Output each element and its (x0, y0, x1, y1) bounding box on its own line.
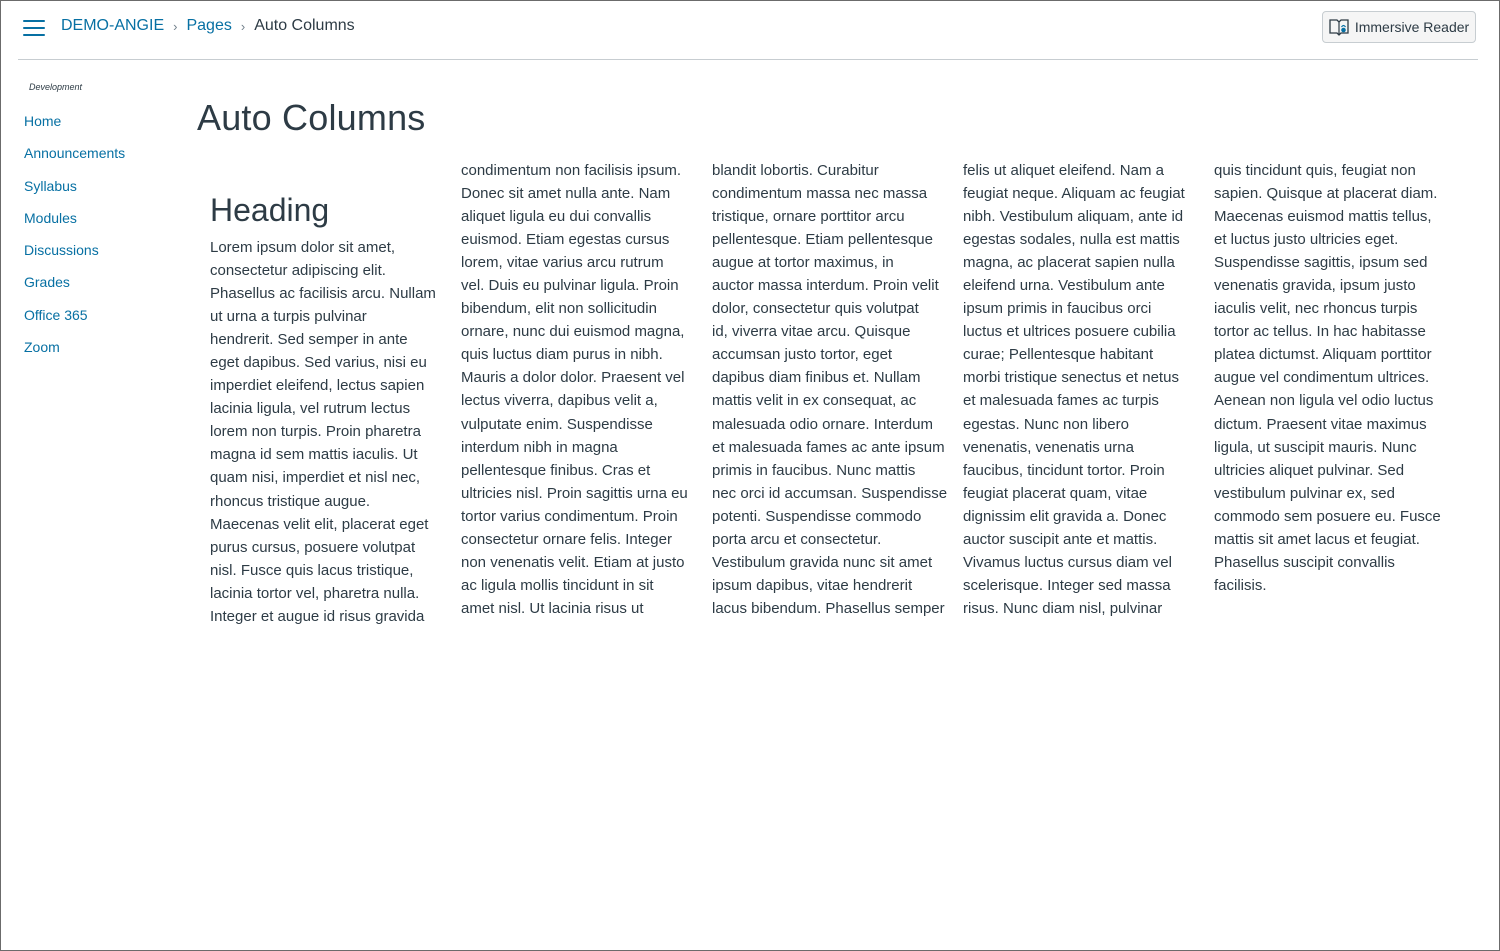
immersive-reader-icon (1329, 18, 1349, 36)
column-text-line: vestibulum pulvinar ex, sed (1214, 484, 1395, 502)
column-text-line: tortor varius condimentum. Proin (461, 507, 678, 525)
column-paragraph (963, 159, 1199, 620)
column-paragraph (1214, 159, 1450, 597)
column-text-line: Mauris a dolor dolor. Praesent vel (461, 369, 685, 387)
column-text-line: blandit lobortis. Curabitur (712, 162, 879, 179)
column-text-line: porta arcu et consectetur. (712, 530, 882, 548)
text-column-1 (210, 159, 446, 637)
immersive-reader-button[interactable] (1322, 11, 1476, 43)
column-paragraph (712, 159, 948, 620)
column-text-line: primis in faucibus. Nunc mattis (712, 461, 916, 479)
column-text-line: id, viverra vitae arcu. Quisque (712, 323, 911, 341)
column-text-line: curae; Pellentesque habitant (963, 346, 1154, 364)
column-text-line: bibendum, elit non sollicitudin (461, 300, 657, 318)
column-text-line: Phasellus suscipit convallis (1214, 553, 1395, 571)
column-text-line: magna, ac placerat sapien nulla (963, 254, 1175, 272)
column-text-line: potenti. Suspendisse commodo (712, 507, 922, 525)
column-text-line: imperdiet eleifend, lectus sapien (210, 377, 425, 395)
column-text-line: eleifend urna. Vestibulum ante (963, 277, 1165, 295)
breadcrumb-separator-icon: › (240, 18, 246, 34)
column-text-line: lacus bibendum. Phasellus semper (712, 599, 945, 617)
column-paragraph (461, 159, 697, 620)
sidebar-item-office-365[interactable]: Office 365 (24, 306, 88, 323)
breadcrumb-separator-icon: › (173, 18, 178, 34)
column-text-line: augue at tortor maximus, in (712, 254, 894, 272)
column-text-line: egestas sodales, nulla est mattis (963, 231, 1180, 249)
text-column-4 (963, 159, 1199, 637)
column-text-line: dapibus diam finibus et. Nullam (712, 369, 921, 387)
column-text-line: consectetur adipiscing elit. (210, 262, 386, 280)
column-text-line: purus cursus, posuere volutpat (210, 538, 416, 556)
column-text-line: feugiat placerat quam, vitae (963, 484, 1148, 502)
column-text-line: venenatis, venenatis urna (963, 438, 1134, 456)
column-text-line: commodo sem posuere eu. Fusce (1214, 507, 1441, 525)
column-text-line: et malesuada fames ac turpis (963, 392, 1159, 410)
sidebar-caption: Development (29, 82, 83, 92)
column-text-line: malesuada odio ornare. Interdum (712, 415, 933, 433)
immersive-reader-label: Immersive Reader (1354, 19, 1470, 35)
column-text-line: venenatis gravida, ipsum justo (1214, 277, 1416, 295)
column-text-line: lorem non turpis. Proin pharetra (210, 423, 421, 441)
column-paragraph (210, 236, 446, 628)
column-text-line: quam nisi, imperdiet et nisl nec, (210, 469, 421, 487)
column-text-line: Integer et augue id risus gravida (210, 607, 425, 625)
text-column-3 (712, 159, 948, 637)
column-text-line: sapien. Quisque at placerat diam. (1214, 185, 1438, 203)
column-text-line: nec orci id accumsan. Suspendisse (712, 484, 948, 502)
column-text-line: auctor massa interdum. Proin velit (712, 277, 939, 295)
text-column-5 (1214, 159, 1450, 637)
column-text-line: interdum nibh in magna (461, 438, 618, 456)
column-text-line: lectus viverra, dapibus velit a, (461, 392, 658, 410)
column-text-line: iaculis velit, nec rhoncus turpis (1214, 300, 1418, 318)
column-text-line: et malesuada fames ac ante ipsum (712, 438, 945, 456)
column-text-line: ligula, ut suscipit mauris. Nunc (1214, 438, 1417, 456)
content-heading: Heading (210, 192, 330, 228)
column-text-line: rhoncus tristique augue. (210, 492, 371, 510)
column-text-line: lorem, vitae varius arcu rutrum (461, 254, 664, 272)
breadcrumb (61, 17, 355, 35)
column-text-line: tristique, ornare porttitor arcu (712, 208, 905, 226)
column-text-line: amet nisl. Ut lacinia risus ut (461, 599, 644, 617)
column-text-line: morbi tristique senectus et netus (963, 369, 1179, 387)
breadcrumb-course-link[interactable]: DEMO-ANGIE (61, 17, 165, 34)
column-text-line: dolor, consectetur quis volutpat (712, 300, 919, 318)
breadcrumb-current-page: Auto Columns (254, 17, 355, 34)
column-text-line: pellentesque finibus. Cras et (461, 461, 651, 479)
column-text-line: Donec sit amet nulla ante. Nam (461, 185, 671, 203)
column-text-line: et luctus justo ultricies eget. (1214, 231, 1399, 249)
column-text-line: faucibus, tincidunt tortor. Proin (963, 461, 1165, 479)
column-text-line: consectetur ornare felis. Integer (461, 530, 672, 548)
column-text-line: platea dictumst. Aliquam porttitor (1214, 346, 1432, 364)
column-text-line: nisl. Fusce quis lacus tristique, (210, 561, 414, 579)
column-text-line: felis ut aliquet eleifend. Nam a (963, 162, 1164, 179)
column-text-line: scelerisque. Integer sed massa (963, 576, 1171, 594)
column-text-line: luctus et ultrices posuere cubilia (963, 323, 1176, 341)
column-text-line: condimentum non facilisis ipsum. (461, 162, 682, 179)
column-text-line: dignissim elit gravida a. Donec (963, 507, 1167, 525)
column-text-line: ac ligula mollis tincidunt in sit (461, 576, 654, 594)
column-text-line: mattis velit in ex consequat, ac (712, 392, 917, 410)
column-text-line: ipsum primis in faucibus orci (963, 300, 1152, 318)
column-text-line: condimentum massa nec massa (712, 185, 928, 203)
column-text-line: auctor suscipit ante et mattis. (963, 530, 1158, 548)
sidebar-item-discussions[interactable]: Discussions (24, 242, 99, 259)
sidebar-item-syllabus[interactable]: Syllabus (24, 177, 77, 194)
column-text-line: augue vel condimentum ultrices. (1214, 369, 1430, 387)
hamburger-menu-icon[interactable] (23, 19, 47, 37)
column-text-line: lacinia tortor vel, pharetra nulla. (210, 584, 420, 602)
text-column-2 (461, 159, 697, 637)
column-text-line: ipsum dapibus, vitae hendrerit (712, 576, 913, 594)
column-text-line: hendrerit. Sed semper in ante (210, 331, 408, 349)
breadcrumb-pages-link[interactable]: Pages (186, 17, 232, 34)
column-text-line: Maecenas velit elit, placerat eget (210, 515, 429, 533)
column-text-line: Vivamus luctus cursus diam vel (963, 553, 1172, 571)
sidebar-item-grades[interactable]: Grades (24, 274, 70, 291)
column-text-line: lacinia ligula, vel rutrum lectus (210, 400, 411, 418)
column-text-line: nibh. Vestibulum aliquam, ante id (963, 208, 1184, 226)
column-text-line: facilisis. (1214, 576, 1267, 594)
column-text-line: Aenean non ligula vel odio luctus (1214, 392, 1434, 410)
column-text-line: vulputate enim. Suspendisse (461, 415, 653, 433)
column-text-line: mattis sit amet lacus et feugiat. (1214, 530, 1420, 548)
column-text-line: dictum. Praesent vitae maximus (1214, 415, 1427, 433)
column-text-line: magna id sem mattis iaculis. Ut (210, 446, 418, 464)
column-text-line: Vestibulum gravida nunc sit amet (712, 553, 933, 571)
top-header (18, 0, 1478, 60)
column-text-line: Lorem ipsum dolor sit amet, (210, 239, 396, 256)
column-text-line: quis luctus diam purus in nibh. (461, 346, 663, 364)
column-text-line: ultricies aliquet pulvinar. Sed (1214, 461, 1405, 479)
column-text-line: pellentesque. Etiam pellentesque (712, 231, 933, 249)
column-text-line: Phasellus ac facilisis arcu. Nullam (210, 285, 436, 303)
column-text-line: Maecenas euismod mattis tellus, (1214, 208, 1432, 226)
column-text-line: accumsan justo tortor, eget (712, 346, 893, 364)
column-text-line: ultricies nisl. Proin sagittis urna eu (461, 484, 688, 502)
page-title: Auto Columns (197, 97, 426, 138)
column-text-line: Suspendisse sagittis, ipsum sed (1214, 254, 1428, 272)
column-text-line: tortor ac tellus. In hac habitasse (1214, 323, 1426, 341)
column-text-line: quis tincidunt quis, feugiat non (1214, 162, 1416, 179)
column-text-line: eget dapibus. Sed varius, nisi eu (210, 354, 427, 372)
column-text-line: ornare, nunc dui euismod magna, (461, 323, 685, 341)
column-text-line: ut urna a turpis pulvinar (210, 308, 367, 326)
page-content-columns (210, 159, 1460, 637)
sidebar-item-home[interactable]: Home (24, 113, 62, 129)
column-text-line: risus. Nunc diam nisl, pulvinar (963, 599, 1163, 617)
sidebar-item-announcements[interactable]: Announcements (24, 145, 126, 162)
column-text-line: euismod. Etiam egestas cursus (461, 231, 670, 249)
column-text-line: egestas. Nunc non libero (963, 415, 1129, 433)
column-text-line: aliquet ligula eu dui convallis (461, 208, 652, 226)
sidebar-item-modules[interactable]: Modules (24, 209, 77, 226)
sidebar-item-zoom[interactable]: Zoom (24, 339, 60, 356)
column-text-line: vel. Duis eu pulvinar ligula. Proin (461, 277, 679, 295)
column-text-line: non venenatis velit. Etiam at justo (461, 553, 685, 571)
course-navigation (24, 82, 174, 362)
column-text-line: feugiat neque. Aliquam ac feugiat (963, 185, 1185, 203)
